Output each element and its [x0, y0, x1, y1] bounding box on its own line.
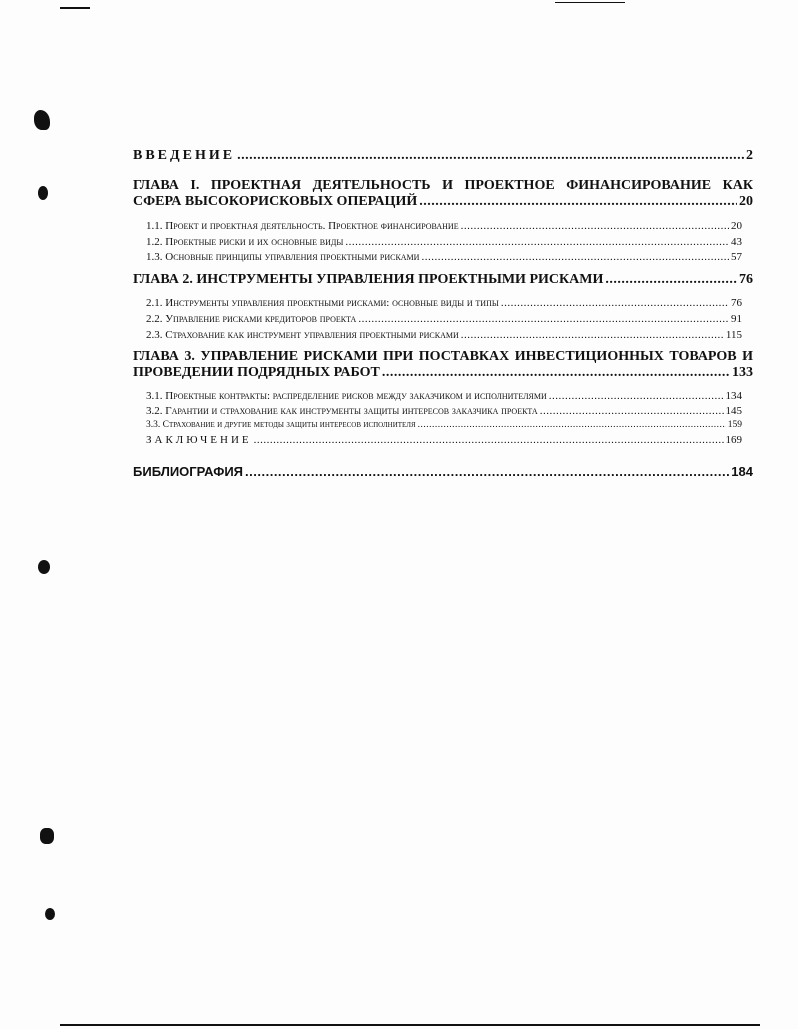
- toc-conclusion[interactable]: [146, 434, 742, 446]
- toc-page: 20: [739, 194, 753, 209]
- toc-section[interactable]: [146, 329, 742, 341]
- toc-page: 20: [731, 220, 742, 232]
- toc-page: 76: [731, 297, 742, 309]
- toc-chapter-2[interactable]: [133, 272, 753, 288]
- toc-page: 43: [731, 236, 742, 248]
- dot-leader: [549, 390, 724, 402]
- toc-chapter-3[interactable]: [133, 349, 753, 381]
- toc-page: 133: [732, 365, 753, 380]
- dot-leader: [421, 251, 729, 263]
- dot-leader: [540, 405, 724, 417]
- dot-leader: [245, 464, 729, 479]
- binding-hole-mark: [38, 186, 48, 200]
- dot-leader: [501, 297, 729, 309]
- dot-leader: [418, 420, 726, 430]
- toc-title: ВВЕДЕНИЕ: [133, 148, 236, 163]
- scan-artifact: [60, 7, 90, 9]
- dot-leader: [605, 272, 737, 288]
- toc-section[interactable]: [146, 236, 742, 248]
- toc-intro[interactable]: [133, 148, 753, 164]
- toc-page: 76: [739, 272, 753, 287]
- dot-leader: [254, 434, 724, 446]
- dot-leader: [461, 329, 724, 341]
- toc-title: 2.1. Инструменты управления проектными рисками: основные виды и типы: [146, 297, 499, 309]
- toc-title: 3.2. Гарантии и страхование как инструменты защиты интересов заказчика проекта: [146, 405, 538, 417]
- dot-leader: [237, 148, 744, 164]
- toc-title: 3.3. Страхование и другие методы защиты интересов исполнителя: [146, 420, 416, 430]
- dot-leader: [419, 194, 737, 210]
- binding-hole-mark: [34, 110, 50, 130]
- toc-section[interactable]: [146, 390, 742, 402]
- toc-page: 57: [731, 251, 742, 263]
- toc-title: БИБЛИОГРАФИЯ: [133, 464, 244, 479]
- toc-title: 3.1. Проектные контракты: распределение рисков между заказчиком и исполнителями: [146, 390, 547, 402]
- toc-chapter-1[interactable]: [133, 178, 753, 210]
- toc-page: 134: [725, 390, 742, 402]
- toc-section[interactable]: [146, 420, 742, 430]
- toc-page: 169: [725, 434, 742, 446]
- binding-hole-mark: [38, 560, 50, 574]
- toc-title: ГЛАВА 3. УПРАВЛЕНИЕ РИСКАМИ ПРИ ПОСТАВКАХ ИНВЕСТИЦИОННЫХ ТОВАРОВ И: [133, 349, 753, 364]
- scan-bottom-edge: [60, 1024, 760, 1026]
- toc-title: СФЕРА ВЫСОКОРИСКОВЫХ ОПЕРАЦИЙ: [133, 194, 418, 209]
- toc-title: 1.3. Основные принципы управления проектными рисками: [146, 251, 420, 263]
- binding-hole-mark: [45, 908, 55, 920]
- scan-artifact: [555, 2, 625, 3]
- toc-page: 2: [746, 148, 753, 163]
- toc-section[interactable]: [146, 313, 742, 325]
- toc-section[interactable]: [146, 297, 742, 309]
- toc-section[interactable]: [146, 405, 742, 417]
- dot-leader: [345, 236, 729, 248]
- toc-section[interactable]: [146, 220, 742, 232]
- toc-title: ПРОВЕДЕНИИ ПОДРЯДНЫХ РАБОТ: [133, 365, 380, 380]
- dot-leader: [358, 313, 729, 325]
- binding-hole-mark: [40, 828, 54, 844]
- toc-title: ЗАКЛЮЧЕНИЕ: [146, 434, 252, 446]
- toc-title: ГЛАВА 2. ИНСТРУМЕНТЫ УПРАВЛЕНИЯ ПРОЕКТНЫМИ РИСКАМИ: [133, 272, 604, 287]
- toc-section[interactable]: [146, 251, 742, 263]
- toc-title: ГЛАВА I. ПРОЕКТНАЯ ДЕЯТЕЛЬНОСТЬ И ПРОЕКТНОЕ ФИНАНСИРОВАНИЕ КАК: [133, 178, 753, 193]
- dot-leader: [461, 220, 729, 232]
- dot-leader: [382, 365, 730, 381]
- toc-page: 115: [725, 329, 742, 341]
- toc-title: 2.2. Управление рисками кредиторов проекта: [146, 313, 357, 325]
- toc-title: 2.3. Страхование как инструмент управления проектными рисками: [146, 329, 459, 341]
- toc-page: 145: [725, 405, 742, 417]
- toc-bibliography[interactable]: [133, 464, 753, 479]
- toc-title: 1.1. Проект и проектная деятельность. Проектное финансирование: [146, 220, 459, 232]
- toc-page: 91: [731, 313, 742, 325]
- toc-page: 159: [727, 420, 742, 430]
- toc-title: 1.2. Проектные риски и их основные виды: [146, 236, 344, 248]
- toc-page: 184: [731, 464, 753, 479]
